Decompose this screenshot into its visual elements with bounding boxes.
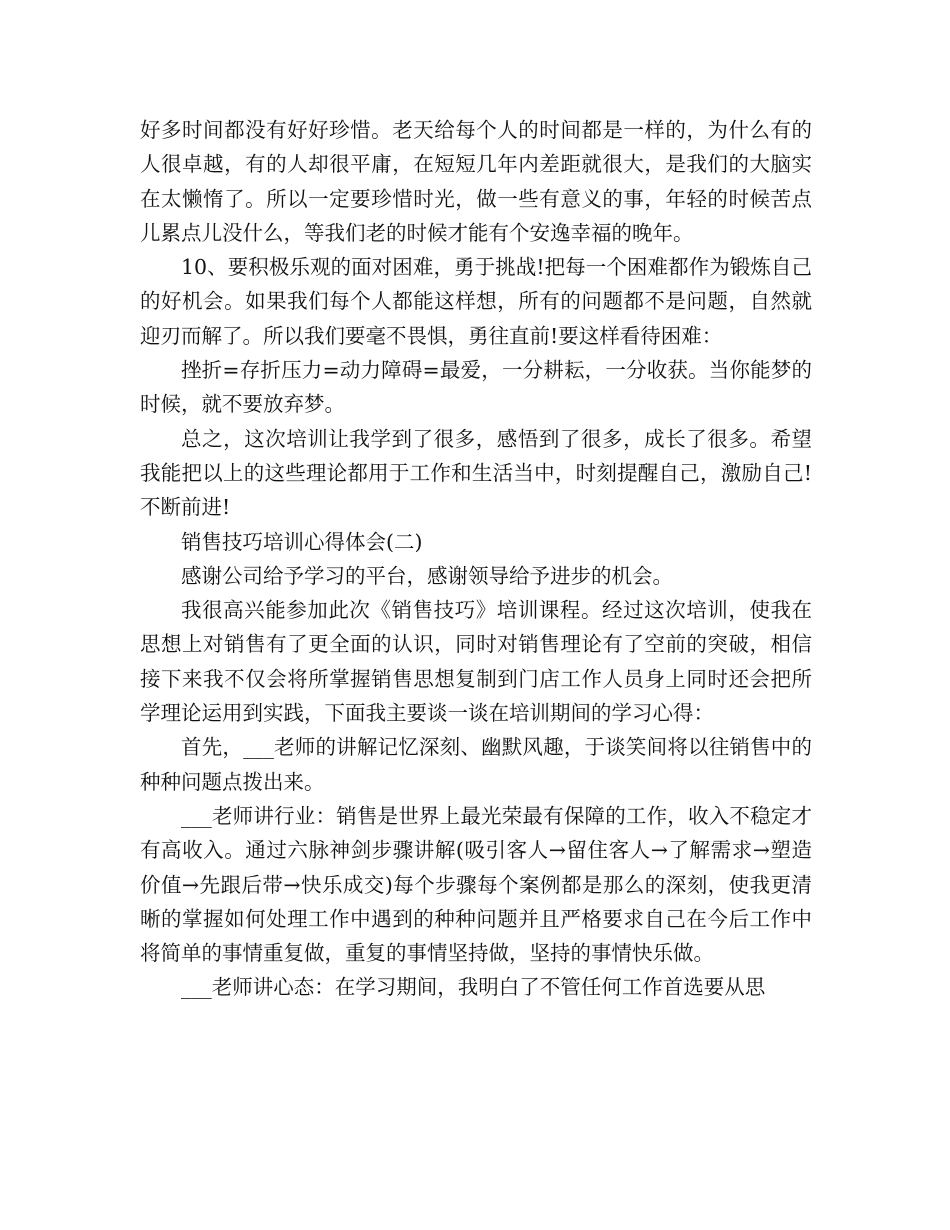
document-body	[140, 113, 812, 1005]
paragraph-industry: ___老师讲行业：销售是世界上最光荣最有保障的工作，收入不稳定才有高收入。通过六脉神剑步骤讲解(吸引客人→留住客人→了解需求→塑造价值→先跟后带→快乐成交)每个步骤每个案例都是那么的深刻，使我更清晰的掌握如何处理工作中遇到的种种问题并且严格要求自己在今后工作中将简单的事情重复做，重复的事情坚持做，坚持的事情快乐做。	[140, 803, 812, 966]
paragraph-setback-quote: 挫折=存折压力=动力障碍=最爱，一分耕耘，一分收获。当你能梦的时候，就不要放弃梦。	[140, 358, 812, 417]
section-heading: 销售技巧培训心得体会(二)	[181, 529, 423, 554]
paragraph-first: 首先，___老师的讲解记忆深刻、幽默风趣，于谈笑间将以往销售中的种种问题点拨出来。	[140, 735, 812, 794]
paragraph-thanks: 感谢公司给予学习的平台，感谢领导给予进步的机会。	[181, 563, 673, 588]
paragraph-point-10: 10、要积极乐观的面对困难，勇于挑战!把每一个困难都作为锻炼自己的好机会。如果我们每个人都能这样想，所有的问题都不是问题，自然就迎刃而解了。所以我们要毫不畏惧，勇往直前!要这样看待困难：	[140, 255, 812, 348]
paragraph-intro: 我很高兴能参加此次《销售技巧》培训课程。经过这次培训，使我在思想上对销售有了更全面的认识，同时对销售理论有了空前的突破，相信接下来我不仅会将所掌握销售思想复制到门店工作人员身上同时还会把所学理论运用到实践，下面我主要谈一谈在培训期间的学习心得：	[140, 598, 812, 726]
paragraph-summary: 总之，这次培训让我学到了很多，感悟到了很多，成长了很多。希望我能把以上的这些理论都用于工作和生活当中，时刻提醒自己，激励自己!不断前进!	[140, 426, 812, 520]
paragraph-mindset: ___老师讲心态：在学习期间，我明白了不管任何工作首选要从思	[181, 975, 766, 1000]
paragraph-continuation: 好多时间都没有好好珍惜。老天给每个人的时间都是一样的，为什么有的人很卓越，有的人却很平庸，在短短几年内差距就很大，是我们的大脑实在太懒惰了。所以一定要珍惜时光，做一些有意义的事，年轻的时候苦点儿累点儿没什么，等我们老的时候才能有个安逸幸福的晚年。	[140, 118, 812, 245]
